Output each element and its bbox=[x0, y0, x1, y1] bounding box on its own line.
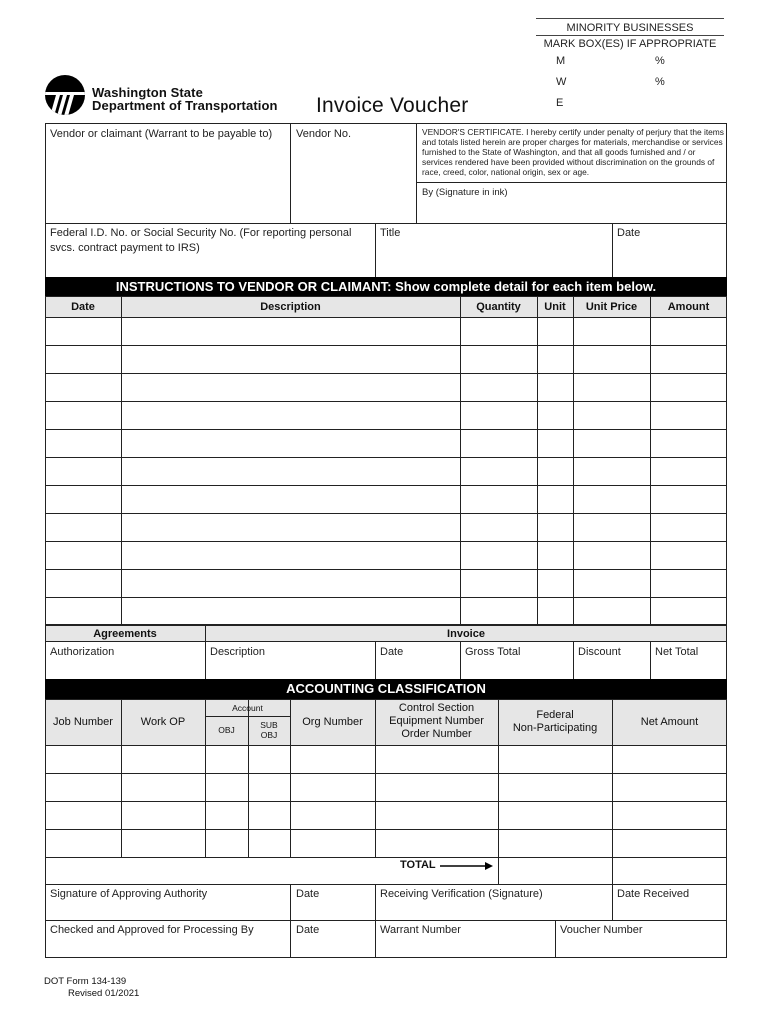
document-title: Invoice Voucher bbox=[316, 94, 469, 117]
total-arrow-icon bbox=[440, 861, 494, 871]
col-net-amount: Net Amount bbox=[640, 716, 699, 728]
table-row-divider bbox=[45, 801, 727, 802]
minority-subtitle: MARK BOX(ES) IF APPROPRIATE bbox=[536, 35, 724, 51]
invoice-header: Invoice bbox=[447, 628, 485, 640]
table-row-divider bbox=[45, 829, 727, 830]
approving-authority-field[interactable]: Signature of Approving Authority bbox=[50, 888, 208, 900]
table-row-divider bbox=[45, 485, 727, 486]
col-sub-obj bbox=[248, 720, 290, 740]
total-label: TOTAL bbox=[400, 859, 436, 871]
column-divider bbox=[460, 296, 461, 625]
col-account: Account bbox=[232, 703, 263, 713]
table-row-divider bbox=[45, 429, 727, 430]
column-divider bbox=[573, 296, 574, 625]
invoice-description-field[interactable]: Description bbox=[210, 646, 266, 658]
table-row-divider bbox=[45, 569, 727, 570]
items-header-divider bbox=[45, 317, 727, 318]
col-unit: Unit bbox=[544, 301, 566, 313]
minority-businesses-block bbox=[536, 18, 724, 114]
agency-name bbox=[92, 86, 278, 112]
gross-total-field[interactable]: Gross Total bbox=[465, 646, 521, 658]
col-federal-non-participating bbox=[498, 709, 612, 735]
form-number: DOT Form 134-139 bbox=[44, 976, 127, 987]
col-work-op: Work OP bbox=[140, 716, 186, 728]
col-description: Description bbox=[260, 301, 321, 313]
col-sub-obj-line-2: OBJ bbox=[260, 730, 278, 740]
federal-line-2: Non-Participating bbox=[512, 722, 598, 734]
table-row-divider bbox=[45, 457, 727, 458]
table-row-divider bbox=[45, 597, 727, 598]
col-org-number: Org Number bbox=[302, 716, 363, 728]
column-divider bbox=[205, 699, 206, 857]
control-line-3: Order Number bbox=[401, 728, 472, 740]
table-row-divider bbox=[45, 857, 727, 858]
approval-date-field[interactable]: Date bbox=[296, 888, 320, 900]
signature-in-ink-field[interactable]: By (Signature in ink) bbox=[422, 187, 508, 198]
minority-title: MINORITY BUSINESSES bbox=[566, 22, 694, 34]
date-field[interactable]: Date bbox=[617, 227, 641, 239]
table-row-divider bbox=[45, 401, 727, 402]
col-obj: OBJ bbox=[218, 725, 235, 735]
vendor-number-field[interactable]: Vendor No. bbox=[296, 128, 352, 140]
col-job-number: Job Number bbox=[53, 716, 113, 728]
col-date: Date bbox=[71, 301, 95, 313]
col-sub-obj-line-1: SUB bbox=[260, 720, 278, 730]
accounting-title-bar: ACCOUNTING CLASSIFICATION bbox=[45, 679, 727, 699]
discount-field[interactable]: Discount bbox=[578, 646, 621, 658]
federal-id-field[interactable]: Federal I.D. No. or Social Security No. (For reporting personal svcs. contract payment to IRS) bbox=[50, 227, 352, 254]
minority-label: E bbox=[556, 97, 564, 109]
minority-row-e[interactable] bbox=[536, 93, 724, 114]
column-divider bbox=[650, 296, 651, 625]
col-control-section bbox=[375, 702, 498, 741]
form-footer bbox=[44, 976, 139, 1000]
control-line-1: Control Section bbox=[398, 702, 475, 714]
checked-approved-field[interactable]: Checked and Approved for Processing By bbox=[50, 924, 254, 936]
col-amount: Amount bbox=[667, 301, 710, 313]
wsdot-logo-icon bbox=[44, 74, 86, 116]
minority-row-w[interactable] bbox=[536, 72, 724, 93]
vendor-claimant-field[interactable]: Vendor or claimant (Warrant to be payable to) bbox=[50, 128, 273, 140]
minority-percent: % bbox=[655, 55, 665, 67]
control-line-2: Equipment Number bbox=[389, 715, 484, 727]
invoice-date-field[interactable]: Date bbox=[380, 646, 404, 658]
minority-percent: % bbox=[655, 76, 665, 88]
date-received-field[interactable]: Date Received bbox=[617, 888, 690, 900]
agreements-header: Agreements bbox=[93, 628, 157, 640]
table-row-divider bbox=[45, 345, 727, 346]
accounting-header-divider bbox=[45, 745, 727, 746]
minority-label: M bbox=[556, 55, 566, 67]
table-row-divider bbox=[45, 513, 727, 514]
agency-line-2: Department of Transportation bbox=[92, 98, 278, 113]
federal-line-1: Federal bbox=[536, 709, 574, 721]
col-quantity: Quantity bbox=[476, 301, 521, 313]
title-field[interactable]: Title bbox=[380, 227, 401, 239]
authorization-field[interactable]: Authorization bbox=[50, 646, 115, 658]
col-unit-price: Unit Price bbox=[585, 301, 638, 313]
processing-date-field[interactable]: Date bbox=[296, 924, 320, 936]
warrant-number-field[interactable]: Warrant Number bbox=[380, 924, 461, 936]
instructions-bar: INSTRUCTIONS TO VENDOR OR CLAIMANT: Show complete detail for each item below. bbox=[45, 277, 727, 296]
minority-label: W bbox=[556, 76, 567, 88]
agency-line-1: Washington State bbox=[92, 85, 203, 100]
voucher-number-field[interactable]: Voucher Number bbox=[560, 924, 643, 936]
column-divider bbox=[121, 296, 122, 625]
table-row-divider bbox=[45, 773, 727, 774]
receiving-verification-field[interactable]: Receiving Verification (Signature) bbox=[380, 888, 543, 900]
column-divider bbox=[537, 296, 538, 625]
revised-date: Revised 01/2021 bbox=[68, 988, 140, 999]
table-row-divider bbox=[45, 373, 727, 374]
net-total-field[interactable]: Net Total bbox=[655, 646, 699, 658]
table-row-divider bbox=[45, 541, 727, 542]
vendor-certificate: VENDOR'S CERTIFICATE. I hereby certify under penalty of perjury that the items and totals listed herein are proper charges for materials, merchandise or services furnished to the State of Washington, and that all goods furnished and / or services rendered have been provided without discrimination on the grounds of race, creed, color, national origin, sex or age. bbox=[422, 127, 724, 177]
minority-row-m[interactable] bbox=[536, 51, 724, 72]
